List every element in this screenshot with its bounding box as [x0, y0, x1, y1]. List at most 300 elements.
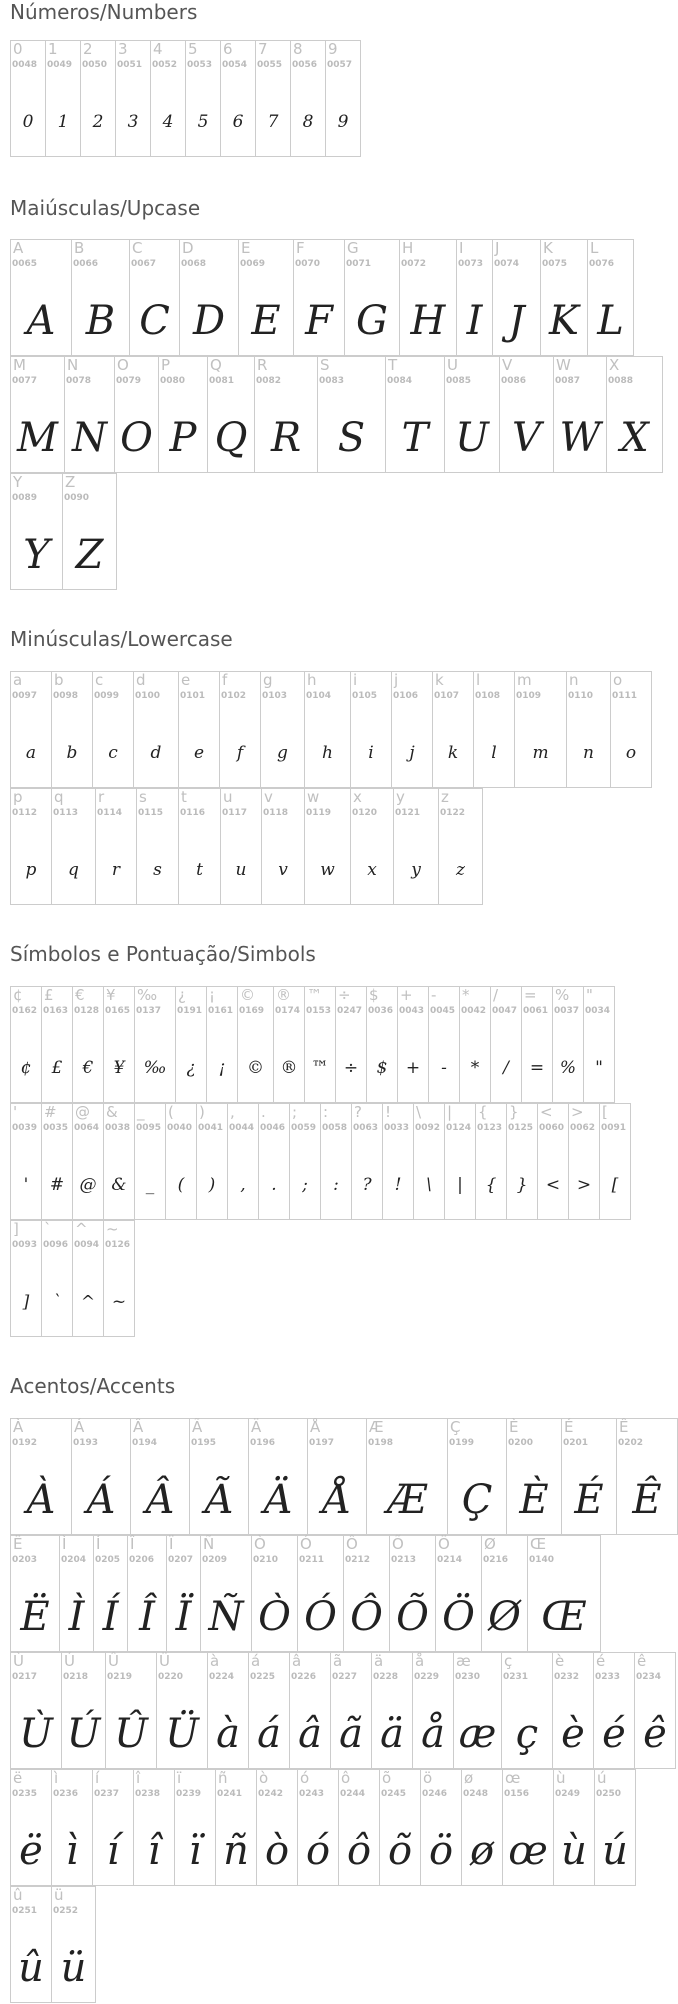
- glyph-cell: [291, 40, 326, 157]
- glyph-sample: â: [298, 1710, 322, 1757]
- glyph-char-label: x: [353, 788, 362, 806]
- glyph-cell: [600, 1103, 631, 1220]
- glyph-cell: [46, 40, 81, 157]
- glyph-cell: [11, 473, 63, 590]
- glyph-code: 0044: [229, 1123, 255, 1133]
- glyph-sample: ë: [19, 1827, 43, 1874]
- glyph-cell: [339, 1769, 380, 1886]
- glyph-char-label: Ç: [450, 1418, 461, 1436]
- glyph-char-label: Œ: [530, 1535, 547, 1553]
- glyph-char-label: 9: [328, 40, 338, 58]
- glyph-cell: [522, 986, 553, 1103]
- glyph-sample: é: [602, 1710, 626, 1757]
- glyph-row: [10, 1652, 676, 1769]
- glyph-code: 0201: [563, 1438, 589, 1448]
- glyph-char-label: V: [502, 356, 513, 374]
- glyph-code: 0078: [66, 376, 92, 386]
- glyph-char-label: ®: [276, 986, 291, 1004]
- glyph-cell: [104, 986, 135, 1103]
- glyph-sample: ç: [515, 1710, 539, 1757]
- glyph-char-label: ?: [354, 1103, 362, 1121]
- glyph-code: 0083: [319, 376, 345, 386]
- glyph-code: 0229: [414, 1672, 440, 1682]
- glyph-cell: [166, 1103, 197, 1220]
- glyph-char-label: c: [95, 671, 104, 689]
- glyph-cell: [208, 1652, 249, 1769]
- glyph-sample: L: [597, 297, 624, 344]
- glyph-cell: [208, 356, 255, 473]
- glyph-code: 0054: [222, 60, 248, 70]
- glyph-cell: [52, 788, 96, 905]
- glyph-char-label: ò: [259, 1769, 269, 1787]
- glyph-cell: [63, 473, 117, 590]
- section-title-lowercase: Minúsculas/Lowercase: [10, 627, 233, 651]
- glyph-code: 0225: [250, 1672, 276, 1682]
- glyph-cell: [321, 1103, 352, 1220]
- glyph-code: 0048: [12, 60, 38, 70]
- glyph-code: 0047: [492, 1006, 518, 1016]
- glyph-sample: A: [26, 297, 56, 344]
- glyph-sample: V: [512, 414, 541, 461]
- glyph-sample: Q: [214, 414, 248, 461]
- glyph-cell: [367, 1418, 448, 1535]
- glyph-row: [10, 1418, 678, 1535]
- glyph-code: 0074: [494, 259, 520, 269]
- glyph-cell: [617, 1418, 678, 1535]
- glyph-sample: ¥: [113, 1057, 125, 1078]
- glyph-char-label: @: [75, 1103, 90, 1121]
- glyph-sample: ü: [60, 1944, 87, 1991]
- glyph-sample: @: [79, 1174, 97, 1195]
- glyph-sample: t: [196, 859, 203, 880]
- glyph-code: 0069: [240, 259, 266, 269]
- glyph-sample: €: [82, 1057, 94, 1078]
- glyph-cell: [383, 1103, 414, 1220]
- glyph-sample: %: [559, 1057, 577, 1078]
- glyph-char-label: s: [139, 788, 147, 806]
- glyph-code: 0220: [158, 1672, 184, 1682]
- glyph-sample: x: [367, 859, 377, 880]
- glyph-char-label: \: [416, 1103, 422, 1121]
- glyph-sample: n: [583, 742, 594, 763]
- glyph-char-label: À: [13, 1418, 24, 1436]
- glyph-char-label: Ê: [619, 1418, 629, 1436]
- glyph-sample: J: [508, 297, 525, 344]
- glyph-cell: [135, 986, 176, 1103]
- glyph-sample: $: [376, 1057, 388, 1078]
- glyph-code: 0207: [168, 1555, 194, 1565]
- glyph-cell: [493, 239, 541, 356]
- glyph-char-label: w: [307, 788, 320, 806]
- glyph-cell: [42, 1220, 73, 1337]
- glyph-cell: [96, 788, 137, 905]
- glyph-sample: 5: [197, 111, 209, 132]
- glyph-code: 0086: [501, 376, 527, 386]
- glyph-sample: =: [529, 1057, 545, 1078]
- glyph-code: 0241: [217, 1789, 243, 1799]
- glyph-sample: >: [576, 1174, 592, 1195]
- glyph-char-label: ù: [556, 1769, 566, 1787]
- glyph-char-label: e: [181, 671, 191, 689]
- glyph-sample: #: [49, 1174, 65, 1195]
- glyph-code: 0192: [12, 1438, 38, 1448]
- glyph-cell: [11, 239, 72, 356]
- glyph-code: 0210: [253, 1555, 279, 1565]
- glyph-sample: ä: [380, 1710, 404, 1757]
- glyph-code: 0121: [395, 808, 421, 818]
- glyph-code: 0116: [180, 808, 206, 818]
- glyph-code: 0037: [554, 1006, 580, 1016]
- glyph-cell: [175, 1769, 216, 1886]
- glyph-code: 0105: [352, 691, 378, 701]
- glyph-code: 0247: [337, 1006, 363, 1016]
- glyph-char-label: Á: [74, 1418, 85, 1436]
- glyph-code: 0087: [555, 376, 581, 386]
- glyph-cell: [131, 1418, 190, 1535]
- glyph-sample: w: [320, 859, 335, 880]
- glyph-sample: À: [26, 1476, 56, 1523]
- glyph-sample: s: [153, 859, 162, 880]
- glyph-char-label: È: [509, 1418, 519, 1436]
- glyph-sample: }: [516, 1174, 528, 1195]
- glyph-sample: f: [236, 742, 244, 763]
- glyph-cell: [635, 1652, 676, 1769]
- glyph-sample: d: [150, 742, 162, 763]
- glyph-code: 0109: [516, 691, 542, 701]
- glyph-char-label: Ø: [484, 1535, 496, 1553]
- glyph-sample: ñ: [223, 1827, 249, 1874]
- glyph-sample: ?: [362, 1174, 372, 1195]
- glyph-code: 0110: [568, 691, 594, 701]
- glyph-char-label: Ô: [346, 1535, 358, 1553]
- glyph-char-label: Ò: [254, 1535, 266, 1553]
- glyph-cell: [116, 40, 151, 157]
- glyph-cell: [42, 1103, 73, 1220]
- glyph-sample: É: [574, 1476, 604, 1523]
- glyph-cell: [336, 986, 367, 1103]
- glyph-char-label: Ù: [13, 1652, 24, 1670]
- glyph-char-label: é: [596, 1652, 606, 1670]
- glyph-cell: [134, 1769, 175, 1886]
- glyph-char-label: G: [347, 239, 359, 257]
- glyph-char-label: 5: [188, 40, 198, 58]
- glyph-sample: m: [532, 742, 549, 763]
- glyph-char-label: ¿: [178, 986, 186, 1004]
- glyph-sample: i: [368, 742, 374, 763]
- glyph-char-label: Í: [96, 1535, 101, 1553]
- glyph-sample: å: [421, 1710, 445, 1757]
- glyph-char-label: Ë: [13, 1535, 23, 1553]
- glyph-sample: è: [561, 1710, 585, 1757]
- glyph-char-label: ¡: [209, 986, 216, 1004]
- glyph-cell: [421, 1769, 462, 1886]
- glyph-cell: [515, 671, 567, 788]
- glyph-cell: [228, 1103, 259, 1220]
- glyph-char-label: ï: [177, 1769, 182, 1787]
- glyph-code: 0096: [43, 1240, 69, 1250]
- glyph-cell: [65, 356, 115, 473]
- glyph-sample: W: [559, 414, 601, 461]
- glyph-code: 0231: [503, 1672, 529, 1682]
- glyph-code: 0195: [191, 1438, 217, 1448]
- glyph-char-label: ä: [374, 1652, 384, 1670]
- glyph-cell: [60, 1535, 94, 1652]
- glyph-code: 0169: [239, 1006, 265, 1016]
- glyph-cell: [457, 239, 493, 356]
- glyph-char-label: à: [210, 1652, 220, 1670]
- glyph-char-label: g: [263, 671, 273, 689]
- glyph-sample: Ö: [442, 1593, 475, 1640]
- section-title-symbols: Símbolos e Pontuação/Simbols: [10, 942, 316, 966]
- glyph-char-label: /: [493, 986, 499, 1004]
- glyph-sample: o: [625, 742, 637, 763]
- glyph-sample: H: [410, 297, 446, 344]
- glyph-cell: [249, 1652, 290, 1769]
- glyph-code: 0050: [82, 60, 108, 70]
- glyph-cell: [216, 1769, 257, 1886]
- glyph-char-label: ;: [292, 1103, 298, 1121]
- glyph-char-label: É: [564, 1418, 574, 1436]
- glyph-cell: [62, 1652, 106, 1769]
- glyph-cell: [73, 986, 104, 1103]
- glyph-char-label: 8: [293, 40, 303, 58]
- glyph-sample: î: [147, 1827, 161, 1874]
- glyph-code: 0213: [391, 1555, 417, 1565]
- glyph-char-label: í: [95, 1769, 100, 1787]
- glyph-code: 0081: [209, 376, 235, 386]
- glyph-sample: Ô: [350, 1593, 383, 1640]
- glyph-cell: [151, 40, 186, 157]
- glyph-code: 0246: [422, 1789, 448, 1799]
- glyph-sample: Ü: [165, 1710, 199, 1757]
- glyph-char-label: o: [613, 671, 623, 689]
- glyph-cell: [52, 671, 93, 788]
- glyph-code: 0045: [430, 1006, 456, 1016]
- glyph-code: 0114: [97, 808, 123, 818]
- glyph-sample: ™: [311, 1057, 329, 1078]
- glyph-cell: [73, 1103, 104, 1220]
- glyph-cell: [220, 671, 261, 788]
- glyph-sample: j: [409, 742, 415, 763]
- glyph-sample: P: [169, 414, 197, 461]
- glyph-sample: y: [411, 859, 421, 880]
- glyph-cell: [157, 1652, 208, 1769]
- glyph-sample: 0: [22, 111, 34, 132]
- glyph-cell: [255, 356, 318, 473]
- glyph-char-label: Ì: [62, 1535, 67, 1553]
- glyph-char-label: 0: [13, 40, 23, 58]
- glyph-char-label: ‰: [137, 986, 158, 1004]
- glyph-sample: Ó: [304, 1593, 337, 1640]
- glyph-sample: Ù: [19, 1710, 53, 1757]
- glyph-code: 0033: [384, 1123, 410, 1133]
- glyph-char-label: ú: [597, 1769, 607, 1787]
- glyph-sample: l: [491, 742, 497, 763]
- glyph-code: 0123: [477, 1123, 503, 1133]
- glyph-sample: Æ: [386, 1476, 428, 1523]
- glyph-cell: [562, 1418, 617, 1535]
- glyph-char-label: Ã: [192, 1418, 203, 1436]
- glyph-char-label: u: [223, 788, 233, 806]
- glyph-char-label: Ó: [300, 1535, 312, 1553]
- glyph-char-label: *: [462, 986, 470, 1004]
- glyph-sample: `: [52, 1291, 62, 1312]
- glyph-code: 0191: [177, 1006, 203, 1016]
- glyph-code: 0163: [43, 1006, 69, 1016]
- glyph-char-label: 7: [258, 40, 268, 58]
- glyph-cell: [179, 788, 221, 905]
- glyph-char-label: ™: [307, 986, 322, 1004]
- glyph-cell: [104, 1220, 135, 1337]
- glyph-code: 0080: [160, 376, 186, 386]
- glyph-sample: M: [17, 414, 58, 461]
- glyph-code: 0217: [12, 1672, 38, 1682]
- glyph-char-label: õ: [382, 1769, 392, 1787]
- glyph-char-label: F: [296, 239, 305, 257]
- glyph-char-label: E: [241, 239, 251, 257]
- glyph-sample: c: [108, 742, 118, 763]
- glyph-sample: -: [441, 1057, 447, 1078]
- glyph-char-label: p: [13, 788, 23, 806]
- glyph-char-label: |: [447, 1103, 453, 1121]
- glyph-char-label: î: [136, 1769, 141, 1787]
- glyph-char-label: i: [353, 671, 358, 689]
- glyph-row: [10, 239, 634, 356]
- glyph-cell: [11, 788, 52, 905]
- glyph-code: 0128: [74, 1006, 100, 1016]
- glyph-cell: [261, 671, 305, 788]
- glyph-cell: [252, 1535, 298, 1652]
- glyph-code: 0043: [399, 1006, 425, 1016]
- glyph-code: 0039: [12, 1123, 38, 1133]
- glyph-sample: Ò: [258, 1593, 291, 1640]
- glyph-cell: [372, 1652, 413, 1769]
- glyph-code: 0249: [555, 1789, 581, 1799]
- glyph-cell: [262, 788, 305, 905]
- glyph-sample: ¢: [20, 1057, 32, 1078]
- glyph-sample: &: [111, 1174, 127, 1195]
- glyph-code: 0051: [117, 60, 143, 70]
- glyph-code: 0062: [570, 1123, 596, 1133]
- glyph-cell: [345, 239, 400, 356]
- glyph-cell: [221, 788, 262, 905]
- glyph-code: 0204: [61, 1555, 87, 1565]
- glyph-code: 0090: [64, 493, 90, 503]
- glyph-sample: ¿: [186, 1057, 196, 1078]
- glyph-code: 0040: [167, 1123, 193, 1133]
- glyph-sample: ô: [346, 1827, 372, 1874]
- glyph-cell: [413, 1652, 454, 1769]
- glyph-char-label: U: [447, 356, 458, 374]
- glyph-cell: [482, 1535, 528, 1652]
- glyph-char-label: {: [478, 1103, 488, 1121]
- glyph-sample: Ì: [68, 1593, 85, 1640]
- glyph-code: 0099: [94, 691, 120, 701]
- glyph-cell: [190, 1418, 249, 1535]
- glyph-cell: [400, 239, 457, 356]
- glyph-char-label: Û: [108, 1652, 119, 1670]
- glyph-cell: [201, 1535, 252, 1652]
- glyph-sample: ó: [305, 1827, 331, 1874]
- glyph-char-label: è: [555, 1652, 565, 1670]
- glyph-cell: [104, 1103, 135, 1220]
- glyph-cell: [436, 1535, 482, 1652]
- glyph-char-label: á: [251, 1652, 261, 1670]
- glyph-sample: z: [456, 859, 465, 880]
- glyph-sample: 7: [267, 111, 279, 132]
- glyph-code: 0103: [262, 691, 288, 701]
- glyph-cell: [344, 1535, 390, 1652]
- glyph-cell: [380, 1769, 421, 1886]
- glyph-char-label: S: [320, 356, 330, 374]
- glyph-char-label: f: [222, 671, 228, 689]
- glyph-sample: R: [270, 414, 302, 461]
- glyph-cell: [11, 671, 52, 788]
- glyph-sample: T: [401, 414, 429, 461]
- glyph-code: 0119: [306, 808, 332, 818]
- glyph-char-label: n: [569, 671, 579, 689]
- glyph-code: 0063: [353, 1123, 379, 1133]
- glyph-char-label: .: [261, 1103, 266, 1121]
- glyph-cell: [553, 1652, 594, 1769]
- glyph-char-label: O: [117, 356, 129, 374]
- glyph-char-label: ó: [300, 1769, 310, 1787]
- glyph-sample: Í: [102, 1593, 119, 1640]
- glyph-char-label: I: [459, 239, 464, 257]
- glyph-code: 0252: [53, 1906, 79, 1916]
- glyph-char-label: Â: [133, 1418, 144, 1436]
- glyph-sample: ": [595, 1057, 603, 1078]
- glyph-char-label: }: [509, 1103, 519, 1121]
- glyph-char-label: ^: [75, 1220, 88, 1238]
- glyph-sample: a: [25, 742, 37, 763]
- glyph-sample: Z: [75, 531, 104, 578]
- glyph-char-label: 4: [153, 40, 163, 58]
- glyph-sample: G: [356, 297, 388, 344]
- glyph-code: 0228: [373, 1672, 399, 1682]
- glyph-char-label: N: [67, 356, 79, 374]
- glyph-cell: [290, 1103, 321, 1220]
- glyph-sample: à: [216, 1710, 240, 1757]
- glyph-code: 0227: [332, 1672, 358, 1682]
- glyph-sample: Y: [23, 531, 50, 578]
- glyph-cell: [11, 1769, 52, 1886]
- glyph-code: 0232: [554, 1672, 580, 1682]
- glyph-char-label: [: [602, 1103, 608, 1121]
- glyph-sample: 2: [92, 111, 104, 132]
- glyph-code: 0194: [132, 1438, 158, 1448]
- glyph-sample: *: [470, 1057, 480, 1078]
- glyph-code: 0064: [74, 1123, 100, 1133]
- glyph-sample: U: [455, 414, 489, 461]
- glyph-cell: [72, 239, 130, 356]
- glyph-cell: [135, 1103, 166, 1220]
- glyph-code: 0124: [446, 1123, 472, 1133]
- glyph-cell: [462, 1769, 503, 1886]
- glyph-sample: Ø: [488, 1593, 521, 1640]
- glyph-cell: [73, 1220, 104, 1337]
- glyph-cell: [11, 1652, 62, 1769]
- glyph-code: 0077: [12, 376, 38, 386]
- glyph-sample: {: [485, 1174, 497, 1195]
- glyph-code: 0197: [309, 1438, 335, 1448]
- glyph-cell: [130, 239, 180, 356]
- glyph-sample: .: [271, 1174, 277, 1195]
- glyph-sample: B: [85, 297, 116, 344]
- glyph-sample: ò: [264, 1827, 290, 1874]
- glyph-cell: [257, 1769, 298, 1886]
- glyph-char-label: Ï: [169, 1535, 174, 1553]
